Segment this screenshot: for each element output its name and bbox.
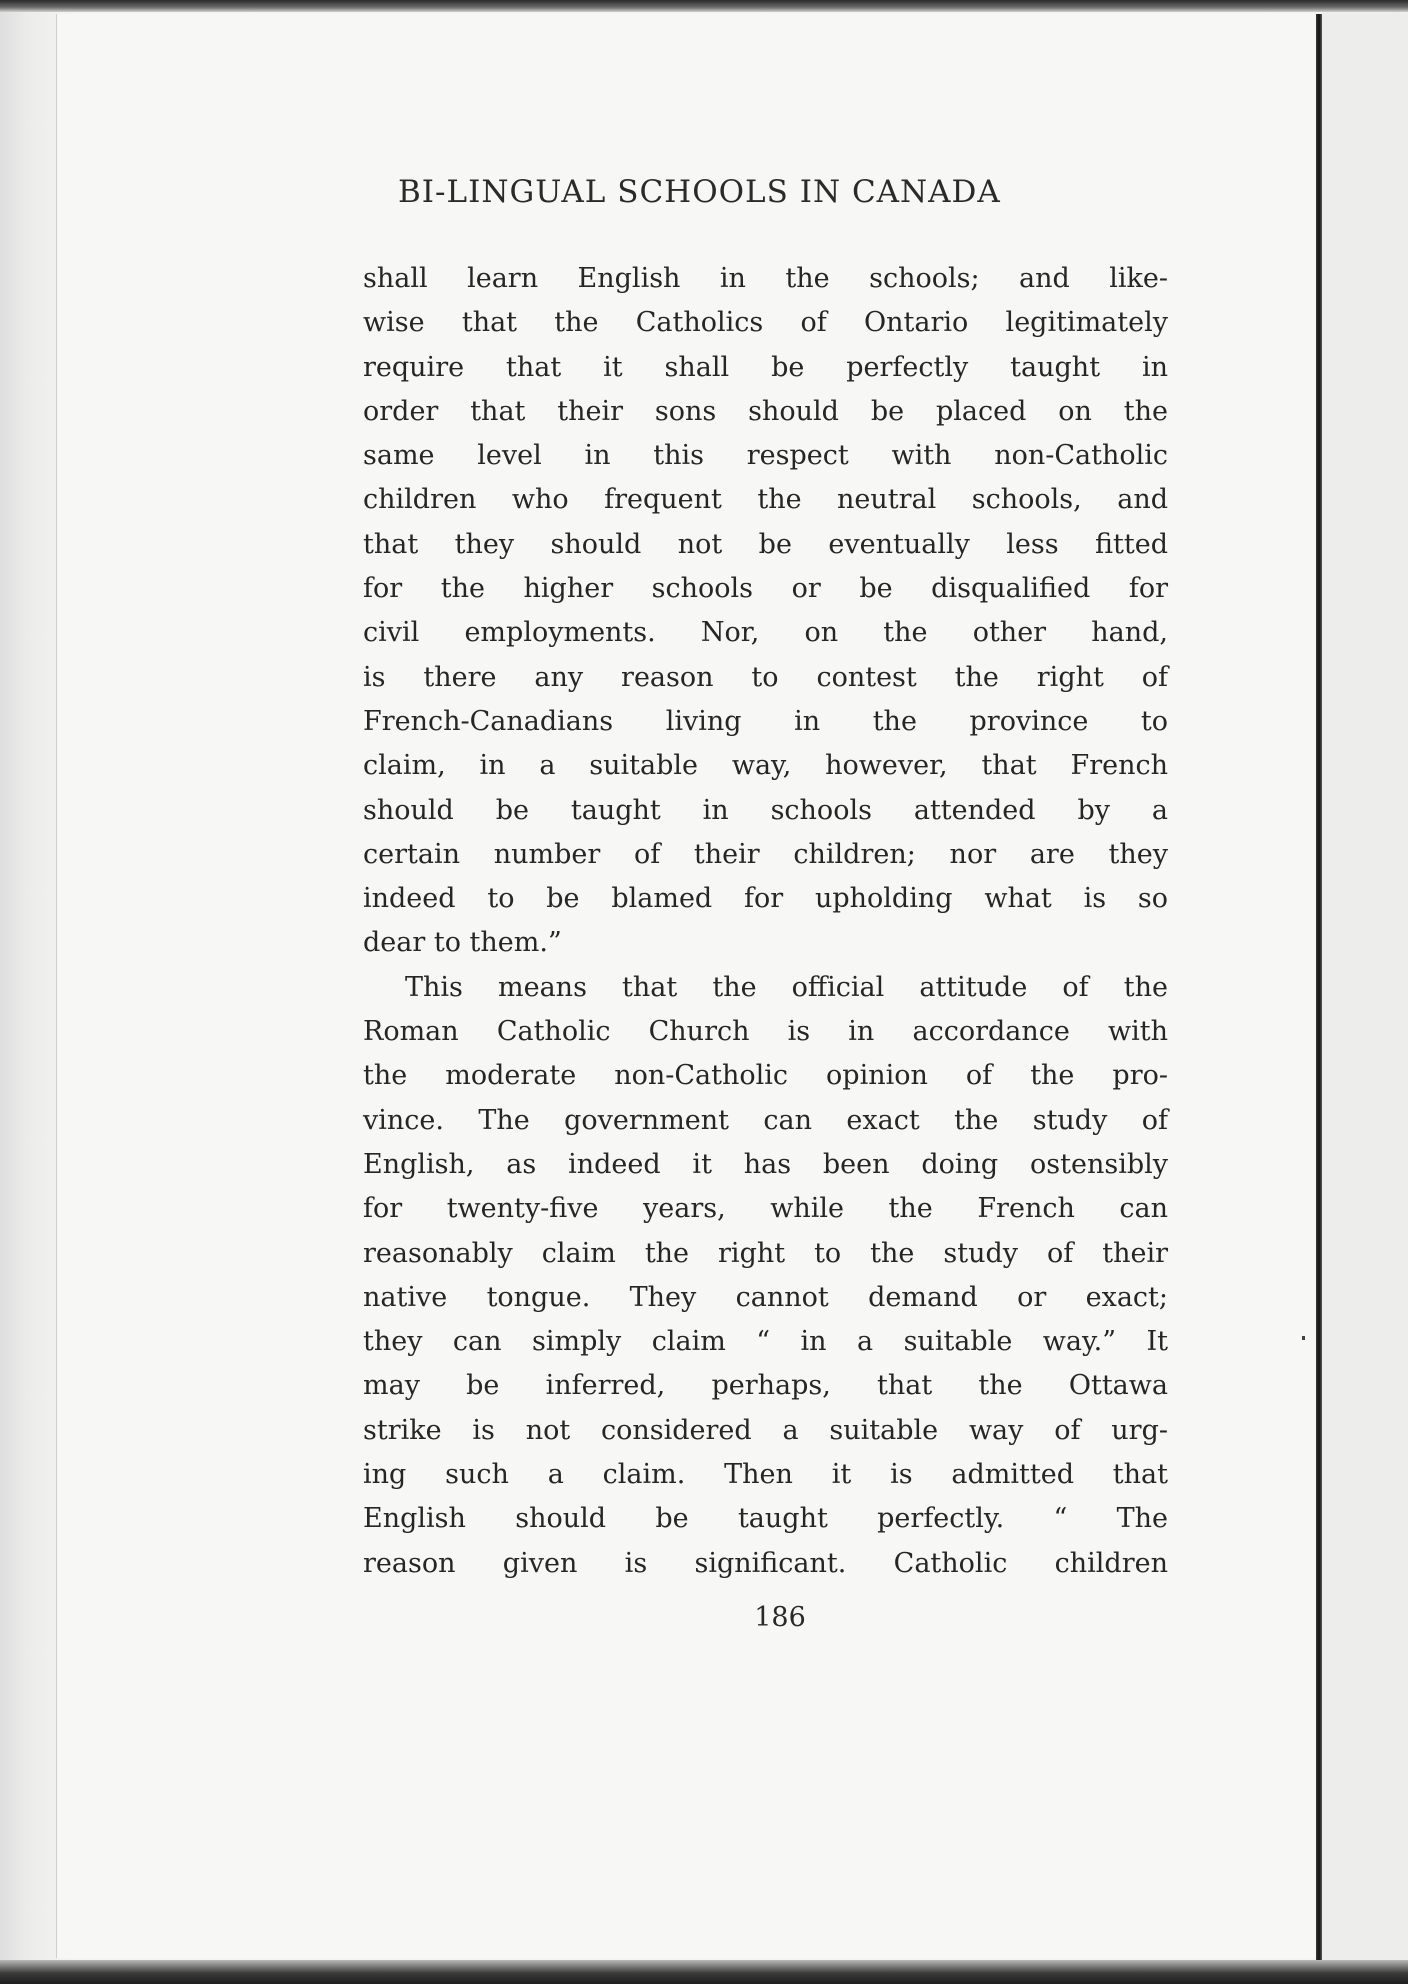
- text-line: indeed to be blamed for upholding what is so: [363, 883, 1168, 915]
- paragraph-end-line: dear to them.”: [363, 927, 562, 959]
- bottom-scan-edge: [0, 1960, 1408, 1984]
- text-line: strike is not considered a suitable way of urg-: [363, 1414, 1168, 1446]
- running-head: BI-LINGUAL SCHOOLS IN CANADA: [398, 174, 1001, 210]
- text-line: children who frequent the neutral schools, and: [363, 484, 1168, 516]
- text-line: is there any reason to contest the right of: [363, 661, 1168, 693]
- text-line: order that their sons should be placed on the: [363, 395, 1168, 427]
- dust-speck: [1302, 1336, 1305, 1340]
- text-line: native tongue. They cannot demand or exact;: [363, 1281, 1168, 1313]
- paragraph-first-line: This means that the official attitude of the: [405, 971, 1168, 1003]
- text-line: same level in this respect with non-Catholic: [363, 440, 1168, 472]
- text-line: vince. The government can exact the study of: [363, 1104, 1168, 1136]
- text-line: that they should not be eventually less fitted: [363, 528, 1168, 560]
- text-line: civil employments. Nor, on the other hand,: [363, 617, 1168, 649]
- text-line: claim, in a suitable way, however, that French: [363, 750, 1168, 782]
- text-line: for twenty-five years, while the French can: [363, 1193, 1168, 1225]
- page-number: 186: [754, 1602, 806, 1633]
- text-line: English, as indeed it has been doing ostensibly: [363, 1148, 1168, 1180]
- text-line: may be inferred, perhaps, that the Ottawa: [363, 1370, 1168, 1402]
- text-line: French-Canadians living in the province to: [363, 705, 1168, 737]
- text-line: they can simply claim “ in a suitable way.” It: [363, 1326, 1168, 1358]
- text-line: ing such a claim. Then it is admitted that: [363, 1459, 1168, 1491]
- text-line: should be taught in schools attended by a: [363, 794, 1168, 826]
- text-line: require that it shall be perfectly taught in: [363, 351, 1168, 383]
- text-line: the moderate non-Catholic opinion of the pro-: [363, 1060, 1168, 1092]
- body-text: [363, 257, 1168, 1586]
- text-line: certain number of their children; nor are they: [363, 838, 1168, 870]
- text-line: reason given is significant. Catholic children: [363, 1547, 1168, 1579]
- text-line: for the higher schools or be disqualified for: [363, 573, 1168, 605]
- text-line: Roman Catholic Church is in accordance with: [363, 1016, 1168, 1048]
- text-line: reasonably claim the right to the study of their: [363, 1237, 1168, 1269]
- right-scan-margin: [1322, 12, 1408, 1960]
- text-line: shall learn English in the schools; and like-: [363, 263, 1168, 294]
- text-line: English should be taught perfectly. “ The: [363, 1503, 1168, 1535]
- top-scan-edge: [0, 0, 1408, 12]
- text-line: wise that the Catholics of Ontario legitimately: [363, 307, 1168, 339]
